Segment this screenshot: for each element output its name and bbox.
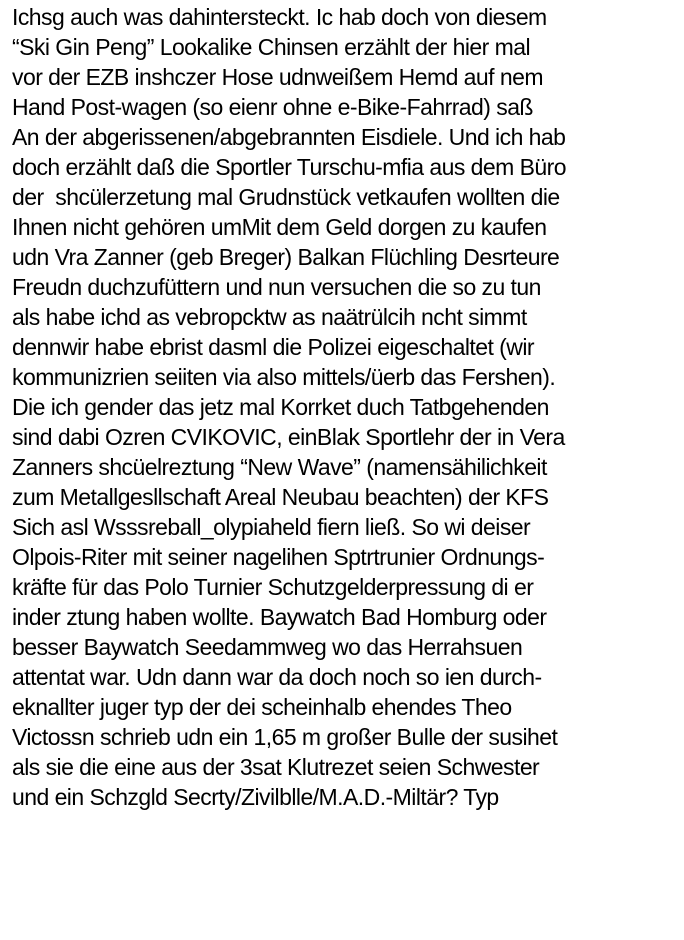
text-line-12: dennwir habe ebrist dasml die Polizei eigeschaltet (wir	[12, 334, 535, 360]
text-line-27: und ein Schzgld Secrty/Zivilblle/M.A.D.-Miltär? Typ	[12, 784, 499, 810]
text-line-15: sind dabi Ozren CVIKOVIC, einBlak Sportlehr der in Vera	[12, 424, 565, 450]
text-line-23: attentat war. Udn dann war da doch noch so ien durch-	[12, 664, 542, 690]
text-line-17: zum Metallgesllschaft Areal Neubau beachten) der KFS	[12, 484, 549, 510]
text-line-22: besser Baywatch Seedammweg wo das Herrahsuen	[12, 634, 523, 660]
text-line-14: Die ich gender das jetz mal Korrket duch Tatbgehenden	[12, 394, 549, 420]
text-line-25: Victossn schrieb udn ein 1,65 m großer Bulle der susihet	[12, 724, 558, 750]
text-line-2: “Ski Gin Peng” Lookalike Chinsen erzählt der hier mal	[12, 34, 530, 60]
text-line-13: kommunizrien seiiten via also mittels/üerb das Fershen).	[12, 364, 556, 390]
text-line-16: Zanners shcüelreztung “New Wave” (namensähilichkeit	[12, 454, 547, 480]
text-line-21: inder ztung haben wollte. Baywatch Bad Homburg oder	[12, 604, 547, 630]
text-line-19: Olpois-Riter mit seiner nagelihen Sptrtrunier Ordnungs-	[12, 544, 545, 570]
text-line-5: An der abgerissenen/abgebrannten Eisdiele. Und ich hab	[12, 124, 566, 150]
text-line-8: Ihnen nicht gehören umMit dem Geld dorgen zu kaufen	[12, 214, 547, 240]
text-line-20: kräfte für das Polo Turnier Schutzgelderpressung di er	[12, 574, 534, 600]
text-line-18: Sich asl Wsssreball_olypiaheld fiern ließ. So wi deiser	[12, 514, 531, 540]
text-line-11: als habe ichd as vebropcktw as naätrülcih ncht simmt	[12, 304, 527, 330]
text-line-26: als sie die eine aus der 3sat Klutrezet seien Schwester	[12, 754, 540, 780]
text-line-1: Ichsg auch was dahintersteckt. Ic hab doch von diesem	[12, 4, 547, 30]
text-line-10: Freudn duchzufüttern und nun versuchen die so zu tun	[12, 274, 541, 300]
text-line-4: Hand Post-wagen (so eienr ohne e-Bike-Fahrrad) saß	[12, 94, 533, 120]
text-line-24: eknallter juger typ der dei scheinhalb ehendes Theo	[12, 694, 512, 720]
body-text	[12, 2, 680, 812]
text-line-3: vor der EZB inshczer Hose udnweißem Hemd auf nem	[12, 64, 543, 90]
text-line-6: doch erzählt daß die Sportler Turschu-mfia aus dem Büro	[12, 154, 566, 180]
text-line-7: der shcülerzetung mal Grudnstück vetkaufen wollten die	[12, 184, 560, 210]
text-line-9: udn Vra Zanner (geb Breger) Balkan Flüchling Desrteure	[12, 244, 560, 270]
